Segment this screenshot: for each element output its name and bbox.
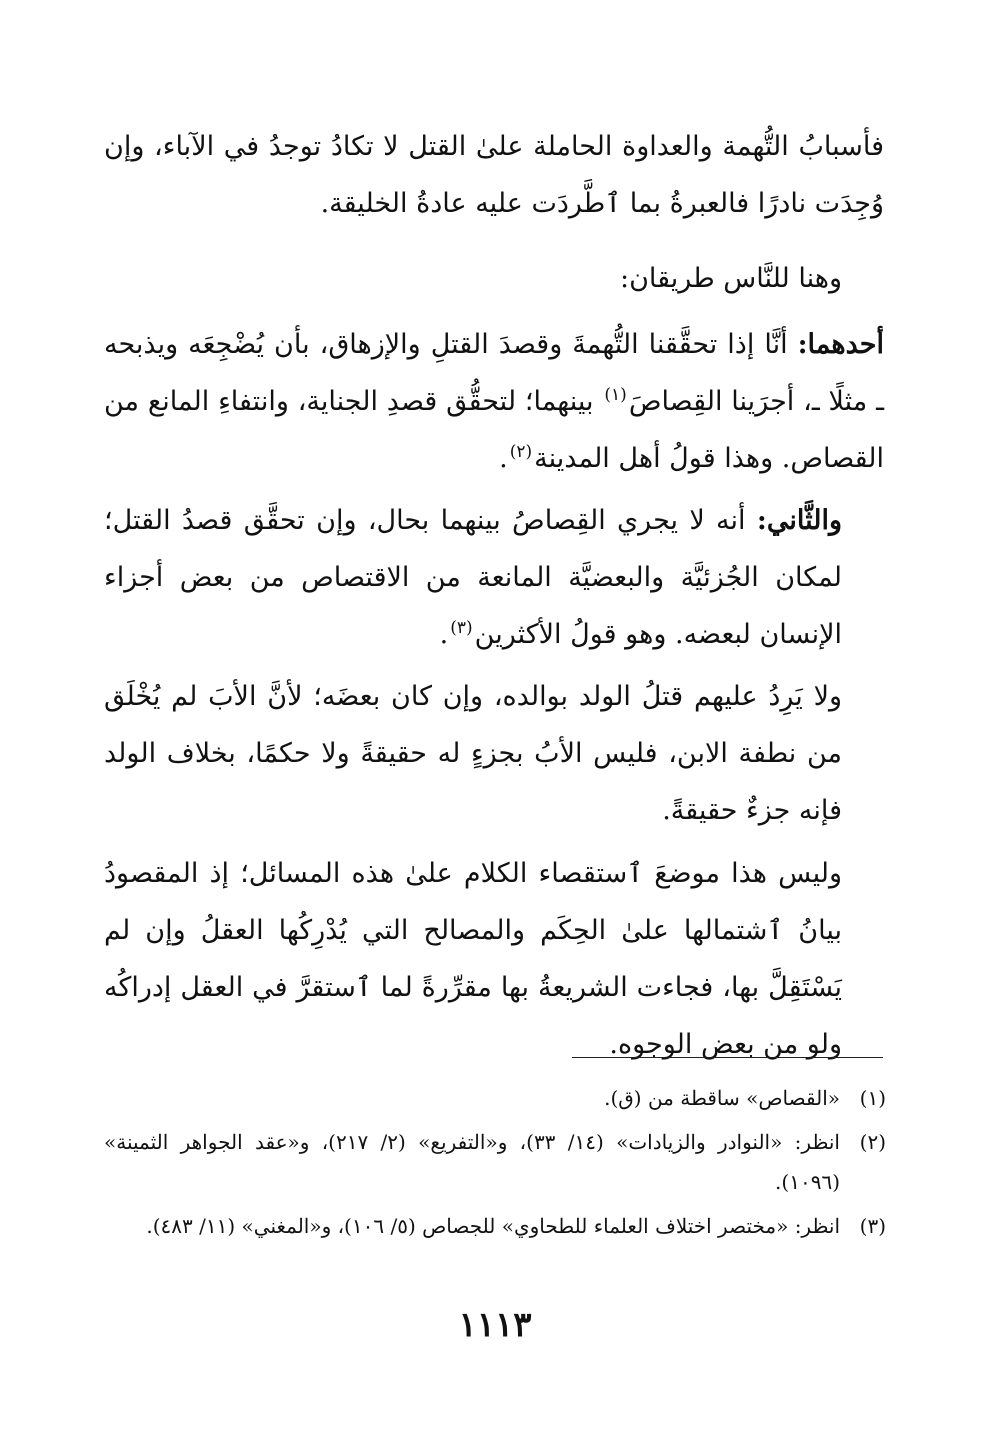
- footnote-separator: [572, 1057, 883, 1058]
- paragraph-5-text: ولا يَرِدُ عليهم قتلُ الولد بوالده، وإن كان بعضَه؛ لأنَّ الأبَ لم يُخْلَق من نطفة الابن، فليس الأبُ بجزءٍ له حقيقةً ولا حكمًا، بخلاف الولد فإنه جزءٌ حقيقةً.: [104, 681, 842, 826]
- paragraph-2: [104, 250, 884, 307]
- paragraph-4-end: .: [439, 619, 449, 650]
- footnote-3-number: (٣): [859, 1214, 886, 1238]
- paragraph-6: [104, 845, 884, 1073]
- footnote-ref-2: (٢): [509, 442, 533, 462]
- footnote-ref-3: (٣): [450, 618, 473, 638]
- footnote-2: [104, 1122, 886, 1202]
- paragraph-4: [104, 492, 884, 663]
- paragraph-3: [104, 316, 884, 487]
- footnote-2-text: انظر: «النوادر والزيادات» (١٤/ ٣٣)، و«التفريع» (٢/ ٢١٧)، و«عقد الجواهر الثمينة» (١٠٩٦).: [104, 1130, 840, 1194]
- footnote-2-number: (٢): [859, 1130, 886, 1154]
- paragraph-5: [104, 668, 884, 839]
- paragraph-2-text: وهنا للنَّاس طريقان:: [619, 263, 842, 294]
- footnote-3-text: انظر: «مختصر اختلاف العلماء للطحاوي» للجصاص (٥/ ١٠٦)، و«المغني» (١١/ ٤٨٣).: [146, 1214, 840, 1238]
- paragraph-3-middle: بينهما؛ لتحقُّق قصدِ الجناية، وانتفاءِ المانع من القصاص. وهذا قولُ أهل المدينة: [104, 386, 884, 474]
- footnote-1-text: «القصاص» ساقطة من (ق).: [604, 1086, 840, 1110]
- paragraph-3-before-note: أنَّا إذا تحقَّقنا التُّهمةَ وقصدَ القتلِ والإزهاق، بأن يُضْجِعَه ويذبحه ـ مثلًا ـ، أجرَينا القِصاصَ: [104, 329, 884, 417]
- paragraph-3-end: .: [499, 443, 508, 474]
- paragraph-6-text: وليس هذا موضعَ ٱستقصاء الكلام علىٰ هذه المسائل؛ إذ المقصودُ بيانُ ٱشتمالها علىٰ الحِكَم والمصالح التي يُدْرِكُها العقلُ وإن لم يَسْتَقِلَّ بها، فجاءت الشريعةُ بها مقرِّرةً لما ٱستقرَّ في العقل إدراكُه ولو من بعض الوجوه.: [104, 858, 842, 1060]
- footnote-1: [104, 1078, 886, 1118]
- page-number: ١١١٣: [458, 1305, 532, 1345]
- footnotes: [104, 1078, 886, 1250]
- paragraph-4-text: [104, 492, 884, 663]
- footnote-3: [104, 1206, 886, 1246]
- footnote-ref-1: (١): [604, 385, 627, 405]
- paragraph-3-text: [104, 316, 884, 487]
- paragraph-1-text: فأسبابُ التُّهمة والعداوة الحاملة علىٰ القتل لا تكادُ توجدُ في الآباء، وإن وُجِدَت نادرًا فالعبرةُ بما ٱطَّردَت عليه عادةُ الخليقة.: [104, 131, 884, 219]
- footnote-1-number: (١): [859, 1086, 886, 1110]
- paragraph-4-lead: والثَّاني:: [756, 505, 842, 536]
- paragraph-3-lead: أحدهما:: [797, 329, 884, 360]
- paragraph-1: [104, 118, 884, 232]
- paragraph-4-body: أنه لا يجري القِصاصُ بينهما بحال، وإن تحقَّق قصدُ القتل؛ لمكان الجُزئيَّة والبعضيَّة المانعة من الاقتصاص من بعض أجزاء الإنسان لبعضه. وهو قولُ الأكثرين: [104, 505, 842, 650]
